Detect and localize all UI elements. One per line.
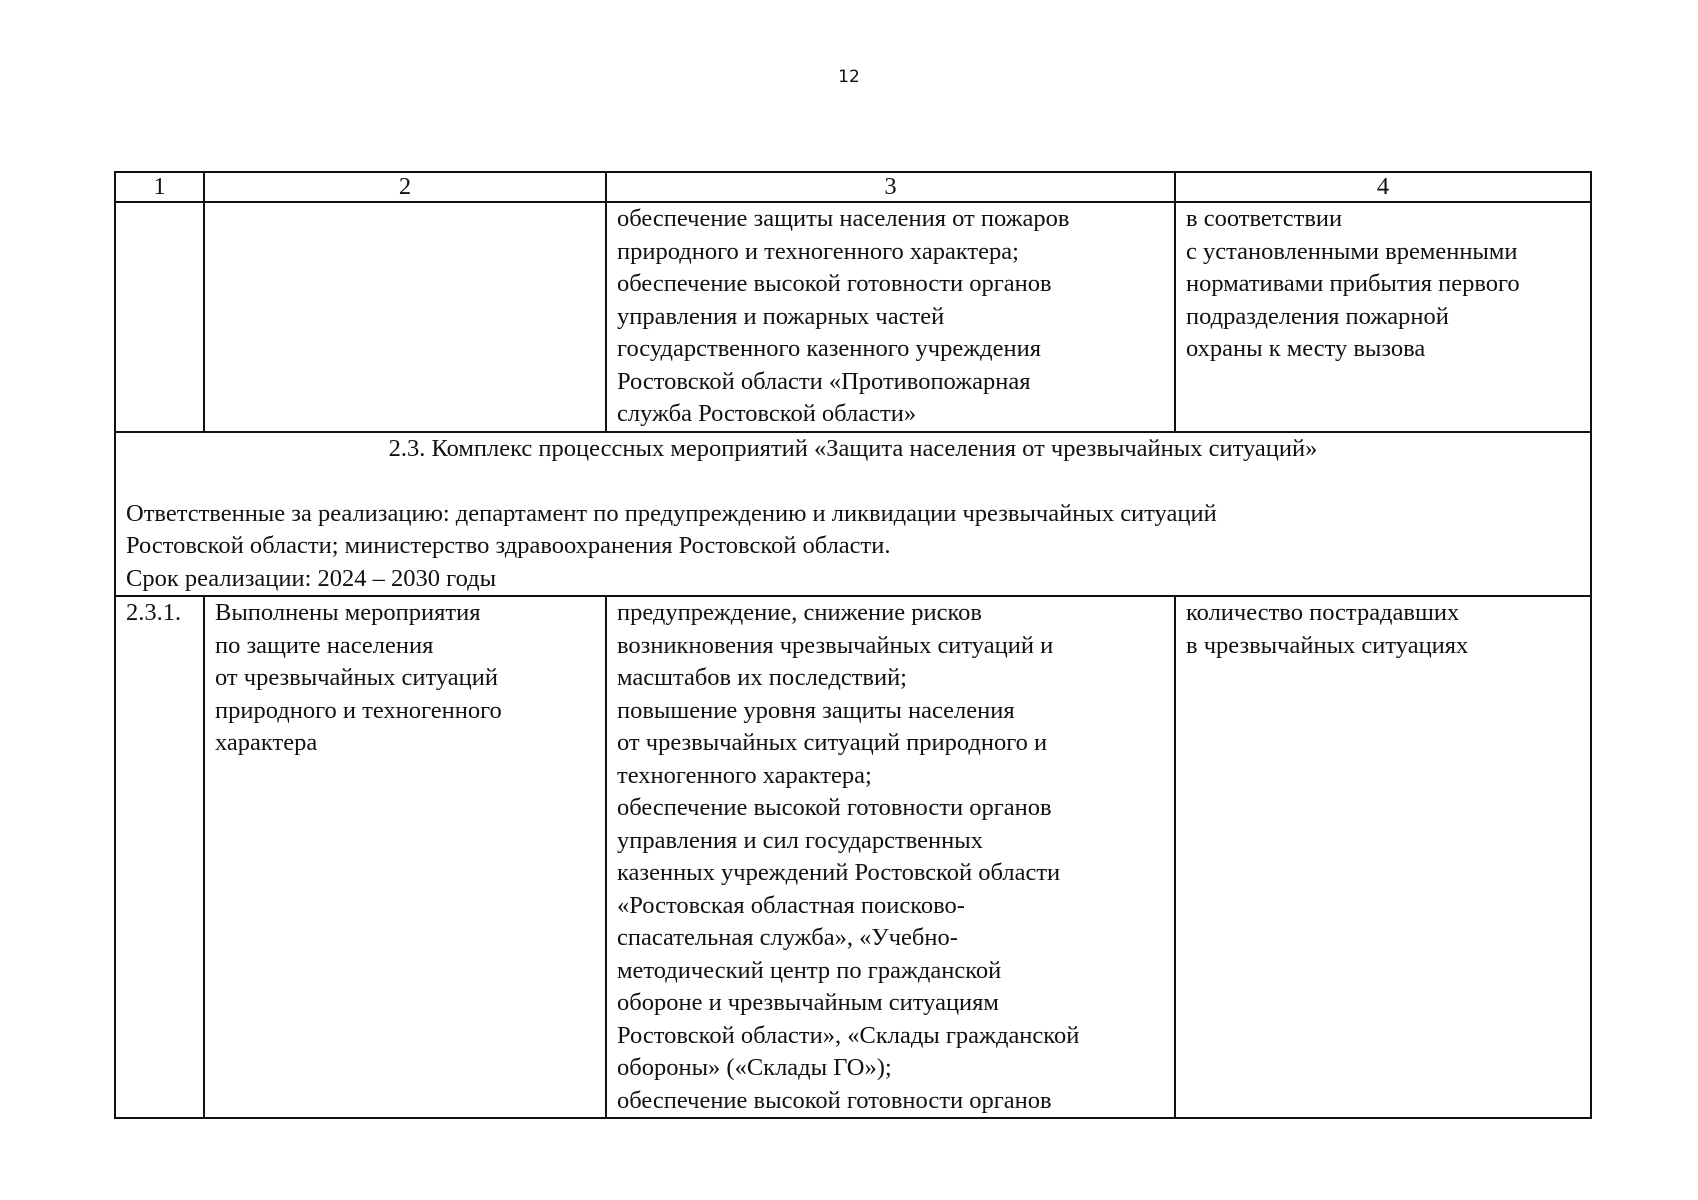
continuation-description-cell: обеспечение защиты населения от пожаров природного и техногенного характера; обеспечение высокой готовности органов управления и пожарных частей государственного казенного учреждения Ростовской области «Противопожарная служба Ростовской области» [606, 202, 1175, 432]
section-title: 2.3. Комплекс процессных мероприятий «Защита населения от чрезвычайных ситуаций» [388, 434, 1318, 462]
row-description-cell: предупреждение, снижение рисков возникновения чрезвычайных ситуаций и масштабов их последствий; повышение уровня защиты населения от чрезвычайных ситуаций природного и техногенного характера; обеспечение высокой готовности органов управления и сил государственных казенных учреждений Ростовской области «Ростовская областная поисково- спасательная служба», «Учебно- методический центр по гражданской обороне и чрезвычайным ситуациям Ростовской области», «Склады гражданской обороны» («Склады ГО»); обеспечение высокой готовности органов [606, 596, 1175, 1118]
section-spacer [126, 465, 1580, 498]
column-header-2: 2 [204, 172, 606, 202]
row-indicator-cell: количество пострадавших в чрезвычайных ситуациях [1175, 596, 1591, 1118]
table-row-2-3-1 [115, 596, 1591, 1118]
column-header-4: 4 [1175, 172, 1591, 202]
continuation-number-cell [115, 202, 204, 432]
continuation-task-cell [204, 202, 606, 432]
section-term: Срок реализации: 2024 – 2030 годы [126, 564, 497, 592]
column-header-1: 1 [115, 172, 204, 202]
section-responsible: Ответственные за реализацию: департамент по предупреждению и ликвидации чрезвычайных ситуаций Ростовской области; министерство здравоохранения Ростовской области. [126, 499, 1217, 559]
continuation-indicator-cell: в соответствии с установленными временными нормативами прибытия первого подразделения пожарной охраны к месту вызова [1175, 202, 1591, 432]
column-number-row [115, 172, 1591, 202]
column-header-3: 3 [606, 172, 1175, 202]
row-task-cell: Выполнены мероприятия по защите населения от чрезвычайных ситуаций природного и техногенного характера [204, 596, 606, 1118]
row-number-cell: 2.3.1. [115, 596, 204, 1118]
measures-table [114, 171, 1592, 1119]
continuation-row [115, 202, 1591, 432]
page-number: 12 [838, 67, 860, 87]
section-row [115, 432, 1591, 597]
section-cell [115, 432, 1591, 597]
